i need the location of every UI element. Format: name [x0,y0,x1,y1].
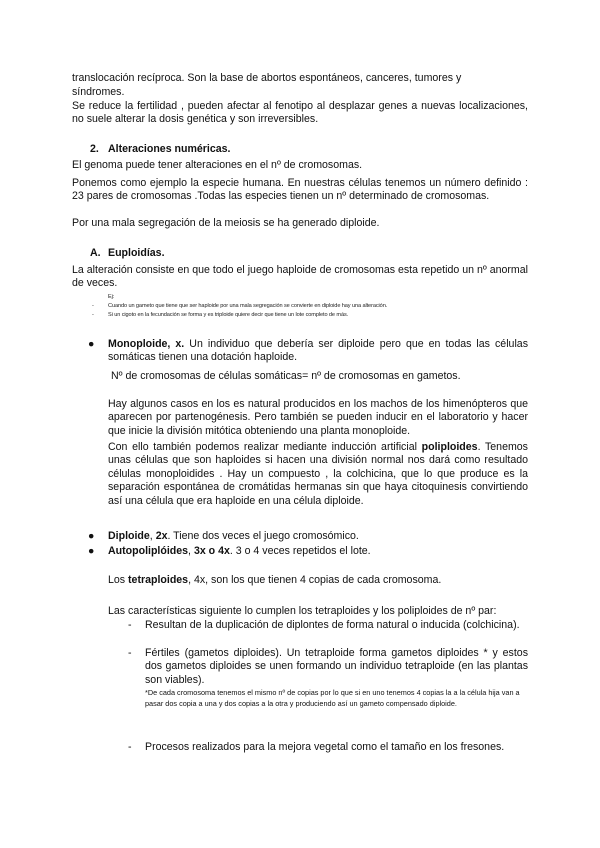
section-2-line-1: El genoma puede tener alteraciones en el nº de cromosomas. [72,159,363,171]
section-a-heading: Euploidías. [108,247,165,259]
monoploide-term: Monoploide, x. [108,338,185,350]
section-2-number: 2. [90,143,99,155]
section-2-paragraph: Ponemos como ejemplo la especie humana. En nuestras células tenemos un número definido : 23 pares de cromosomas .Todas las especies tienen un nº determinado de cromosomas. [72,177,528,203]
diploide-text: . Tiene dos veces el juego cromosómico. [167,530,359,542]
tetraploides-line [108,574,528,587]
example-item-2: Si un cigoto en la fecundación se forma y es triploide quiere decir que tiene un lote completo de más. [108,312,349,318]
caracteristicas-item-3: Procesos realizados para la mejora vegetal como el tamaño en los fresones. [145,741,505,753]
diploide-line [108,530,528,543]
caracteristicas-intro: Las características siguiente lo cumplen los tetraploides y los poliploides de nº par: [108,605,497,617]
bullet-diploide: ● [88,530,95,542]
example-dash-1: - [92,303,94,309]
tetraploides-text: , 4x, son los que tienen 4 copias de cada cromosoma. [188,574,442,586]
caracteristicas-item-2: Fértiles (gametos diploides). Un tetraploide forma gametos diploides * y estos dos gametos diploides se unen formando un individuo tetraploide (en las plantas son viables). [145,647,528,686]
diploide-separator: , [149,530,156,542]
intro-paragraph-2: Se reduce la fertilidad , pueden afectar al fenotipo al desplazar genes a nuevas localizaciones, no suele alterar la dosis genética y son irreversibles. [72,100,528,126]
caracteristicas-dash-2: - [128,647,132,659]
tetraploides-term: tetraploides [128,574,189,586]
poliploides-lead: Con ello también podemos realizar mediante inducción artificial [108,441,422,453]
autopoliploides-code: 3x o 4x [193,545,230,557]
caracteristicas-dash-3: - [128,741,132,753]
section-a-paragraph: La alteración consiste en que todo el juego haploide de cromosomas esta repetido un nº anormal de veces. [72,264,528,290]
autopoliploides-term: Autopoliplóides [108,545,189,557]
example-label: Ej: [108,294,115,300]
section-a-letter: A. [90,247,101,259]
monoploide-formula: Nº de cromosomas de células somáticas= nº de cromosomas en gametos. [111,370,461,382]
monoploide-paragraph [108,338,528,365]
section-2-line-2: Por una mala segregación de la meiosis se ha generado diploide. [72,217,380,229]
autopoliploides-line [108,545,528,558]
monoploide-text: Un individuo que debería ser diploide pero que en todas las células somáticas tienen una dotación haploide. [108,338,528,364]
autopoliploides-text: . 3 o 4 veces repetidos el lote. [229,545,371,557]
example-item-1: Cuando un gameto que tiene que ser haploide por una mala segregación se convierte en diploide hay una alteración. [108,303,388,309]
example-dash-2: - [92,312,94,318]
intro-line-2: síndromes. [72,86,125,98]
caracteristicas-item-1: Resultan de la duplicación de diplontes de forma natural o inducida (colchicina). [145,619,520,631]
caracteristicas-dash-1: - [128,619,132,631]
diploide-code: 2x [155,530,168,542]
autopoliploides-separator: , [188,545,194,557]
intro-line-1: translocación recíproca. Son la base de abortos espontáneos, canceres, tumores y [72,72,462,84]
monoploide-paragraph-2: Hay algunos casos en los es natural producidos en los machos de los himenópteros que aparecen por partenogénesis. Pero también se pueden inducir en el laboratorio y hacer que inicie la división mitótica obteniendo una planta monoploide. [108,398,528,437]
section-2-heading: Alteraciones numéricas. [108,143,231,155]
bullet-monoploide: ● [88,338,95,350]
diploide-term: Diploide [108,530,150,542]
tetraploides-lead: Los [108,574,129,586]
monoploide-paragraph-3 [108,441,528,508]
poliploides-rest: . Tenemos unas células que son haploides si hacen una división normal nos dará como resultado células monoploidides . Hay un compuesto , la colchicina, que lo que produce es la separación espontánea de cromátidas hermanas sin que haya citoquinesis convirtiendo así una célula que era haploide en una célula diploide. [108,441,528,507]
poliploides-term: poliploides [421,441,478,453]
footnote: *De cada cromosoma tenemos el mismo nº de copias por lo que si en uno tenemos 4 copias la a la célula hija van a pasar dos copia a una y dos copias a la otra y produciendo así un gameto compensado diploide. [145,688,520,708]
bullet-autopoliploides: ● [88,545,95,557]
